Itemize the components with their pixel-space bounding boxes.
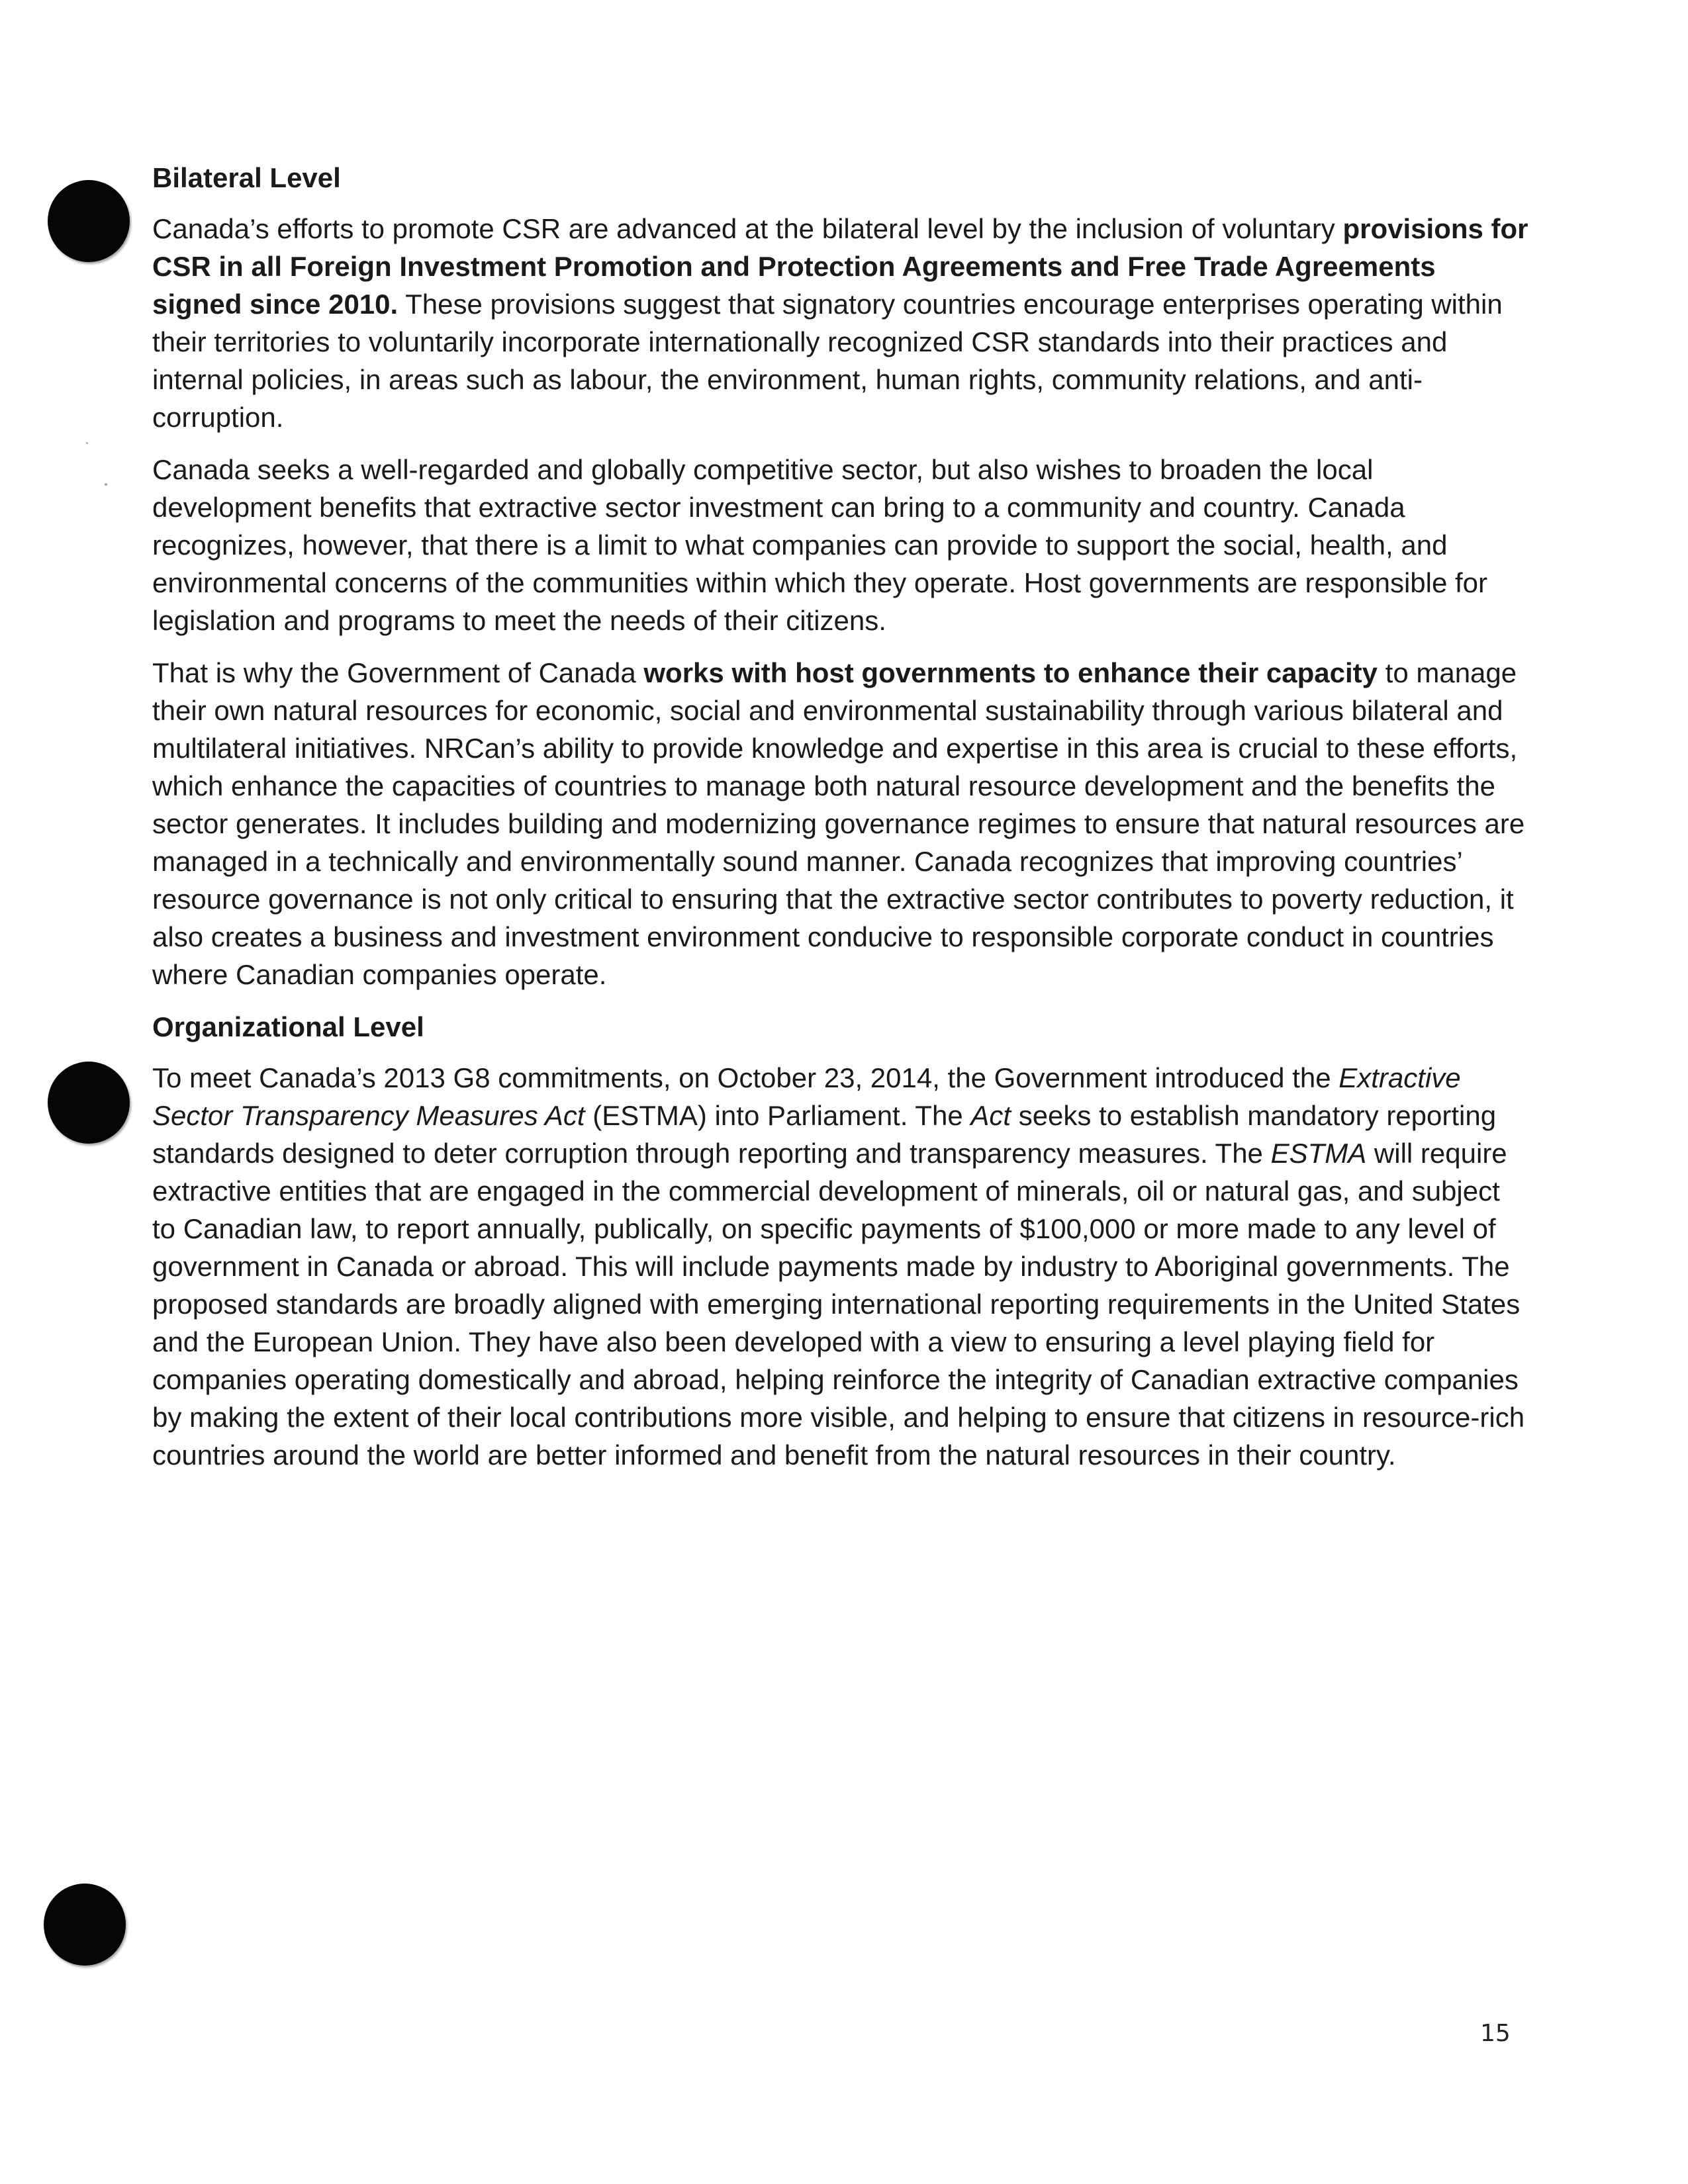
text-run: seeks to establish mandatory reporting standards designed to deter corruption through reporting and transparency measures. The xyxy=(152,1100,1497,1169)
section-heading-bilateral: Bilateral Level xyxy=(152,162,341,193)
text-run: That is why the Government of Canada xyxy=(152,657,644,688)
paragraph-estma xyxy=(152,1059,1529,1474)
text-run: To meet Canada’s 2013 G8 commitments, on October 23, 2014, the Government introduced the xyxy=(152,1062,1339,1093)
section-heading-organizational: Organizational Level xyxy=(152,1011,424,1042)
scan-speck xyxy=(86,442,88,444)
punch-hole-middle xyxy=(48,1062,130,1144)
text-run: Canada seeks a well-regarded and globally competitive sector, but also wishes to broaden the local development benefits that extractive sector investment can bring to a community and country. Canada recognizes, however, that there is a limit to what companies can provide to support the social, health, and environmental concerns of the communities within which they operate. Host governments are responsible for legislation and programs to meet the needs of their citizens. xyxy=(152,454,1488,636)
text-run: These provisions suggest that signatory countries encourage enterprises operating within their territories to voluntarily incorporate internationally recognized CSR standards into their practices and internal policies, in areas such as labour, the environment, human rights, community relations, and anti-corruption. xyxy=(152,289,1503,433)
text-run-italic: Extractive Sector Transparency Measures Act xyxy=(152,1062,1461,1131)
paragraph-local-benefits xyxy=(152,451,1529,639)
document-body xyxy=(152,159,1529,1488)
text-run-italic: ESTMA xyxy=(1270,1138,1367,1169)
text-run-bold: works with host governments to enhance their capacity xyxy=(643,657,1378,688)
scan-speck xyxy=(105,483,107,486)
paragraph-host-governments xyxy=(152,654,1529,993)
text-run: (ESTMA) into Parliament. The xyxy=(585,1100,971,1131)
text-run: to manage their own natural resources for economic, social and environmental sustainability through various bilateral and multilateral initiatives. NRCan’s ability to provide knowledge and expertise in this area is crucial to these efforts, which enhance the capacities of countries to manage both natural resource development and the benefits the sector generates. It includes building and modernizing governance regimes to ensure that natural resources are managed in a technically and environmentally sound manner. Canada recognizes that improving countries’ resource governance is not only critical to ensuring that the extractive sector contributes to poverty reduction, it also creates a business and investment environment conducive to responsible corporate conduct in countries where Canadian companies operate. xyxy=(152,657,1525,990)
punch-hole-bottom xyxy=(44,1884,126,1966)
text-run: will require extractive entities that are engaged in the commercial development of minerals, oil or natural gas, and subject to Canadian law, to report annually, publically, on specific payments of $100,000 or more made to any level of government in Canada or abroad. This will include payments made by industry to Aboriginal governments. The proposed standards are broadly aligned with emerging international reporting requirements in the United States and the European Union. They have also been developed with a view to ensuring a level playing field for companies operating domestically and abroad, helping reinforce the integrity of Canadian extractive companies by making the extent of their local contributions more visible, and helping to ensure that citizens in resource-rich countries around the world are better informed and benefit from the natural resources in their country. xyxy=(152,1138,1525,1471)
punch-hole-top xyxy=(48,180,130,262)
page-number: 15 xyxy=(1480,2020,1511,2047)
paragraph-bilateral-provisions xyxy=(152,210,1529,436)
text-run: Canada’s efforts to promote CSR are advanced at the bilateral level by the inclusion of voluntary xyxy=(152,213,1343,244)
text-run-italic: Act xyxy=(970,1100,1011,1131)
text-run-bold: provisions for CSR in all Foreign Investment Promotion and Protection Agreements and Free Trade Agreements signed since 2010. xyxy=(152,213,1528,320)
